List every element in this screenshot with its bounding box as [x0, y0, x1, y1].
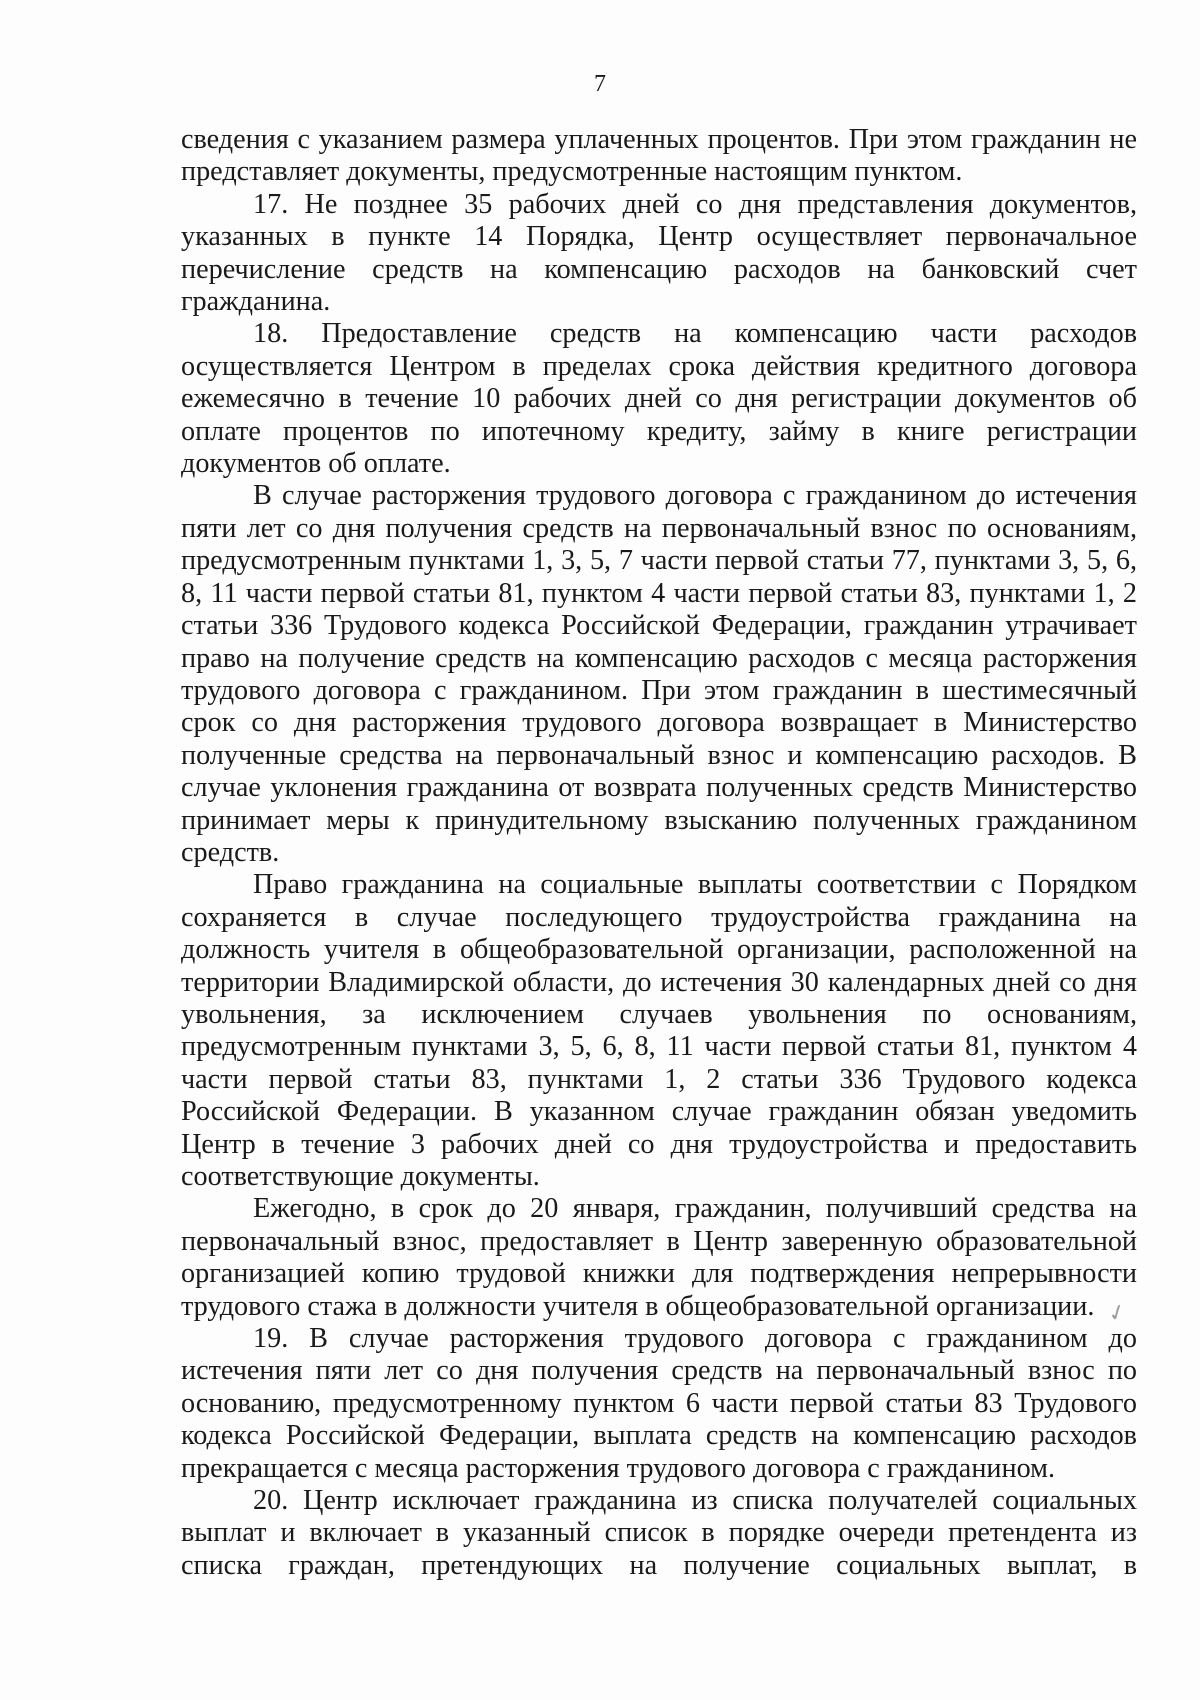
paragraph-termination-conditions: В случае расторжения трудового договора с гражданином до истечения пяти лет со дня получения средств на первоначальный взнос по основаниям, предусмотренным пунктами 1, 3, 5, 7 части первой статьи 77, пунктами 3, 5, 6, 8, 11 части первой статьи 81, пунктом 4 части первой статьи 83, пунктами 1, 2 статьи 336 Трудового кодекса Российской Федерации, гражданин утрачивает право на получение средств на компенсацию расходов с месяца расторжения трудового договора с гражданином. При этом гражданин в шестимесячный срок со дня расторжения трудового договора возвращает в Министерство полученные средства на первоначальный взнос и компенсацию расходов. В случае уклонения гражданина от возврата полученных средств Министерство принимает меры к принудительному взысканию полученных гражданином средств.: [181, 480, 1137, 868]
paragraph-continuation: сведения с указанием размера уплаченных процентов. При этом гражданин не представляет документы, предусмотренные настоящим пунктом.: [181, 124, 1137, 188]
paragraph-item-17: 17. Не позднее 35 рабочих дней со дня представления документов, указанных в пункте 14 Порядка, Центр осуществляет первоначальное перечисление средств на компенсацию расходов на банковский счет гражданина.: [181, 188, 1137, 318]
paragraph-annual-confirmation: Ежегодно, в срок до 20 января, гражданин, получивший средства на первоначальный взнос, предоставляет в Центр заверенную образовательной организацией копию трудовой книжки для подтверждения непрерывности трудового стажа в должности учителя в общеобразовательной организации.: [181, 1193, 1137, 1322]
document-body: [181, 124, 1137, 1582]
paragraph-item-18: 18. Предоставление средств на компенсацию части расходов осуществляется Центром в пределах срока действия кредитного договора ежемесячно в течение 10 рабочих дней со дня регистрации документов об оплате процентов по ипотечному кредиту, займу в книге регистрации документов об оплате.: [181, 318, 1137, 480]
paragraph-item-20: 20. Центр исключает гражданина из списка получателей социальных выплат и включает в указанный список в порядке очереди претендента из списка граждан, претендующих на получение социальных выплат, в: [181, 1485, 1137, 1581]
pen-tick-mark: ✓: [1104, 1297, 1130, 1328]
paragraph-right-preserved: Право гражданина на социальные выплаты соответствии с Порядком сохраняется в случае последующего трудоустройства гражданина на должность учителя в общеобразовательной организации, расположенной на территории Владимирской области, до истечения 30 календарных дней со дня увольнения, за исключением случаев увольнения по основаниям, предусмотренным пунктами 3, 5, 6, 8, 11 части первой статьи 81, пунктом 4 части первой статьи 83, пунктами 1, 2 статьи 336 Трудового кодекса Российской Федерации. В указанном случае гражданин обязан уведомить Центр в течение 3 рабочих дней со дня трудоустройства и предоставить соответствующие документы.: [181, 869, 1137, 1192]
paragraph-item-19: 19. В случае расторжения трудового договора с гражданином до истечения пяти лет со дня получения средств на первоначальный взнос по основанию, предусмотренному пунктом 6 части первой статьи 83 Трудового кодекса Российской Федерации, выплата средств на компенсацию расходов прекращается с месяца расторжения трудового договора с гражданином.: [181, 1323, 1137, 1484]
page-number: 7: [594, 71, 606, 97]
